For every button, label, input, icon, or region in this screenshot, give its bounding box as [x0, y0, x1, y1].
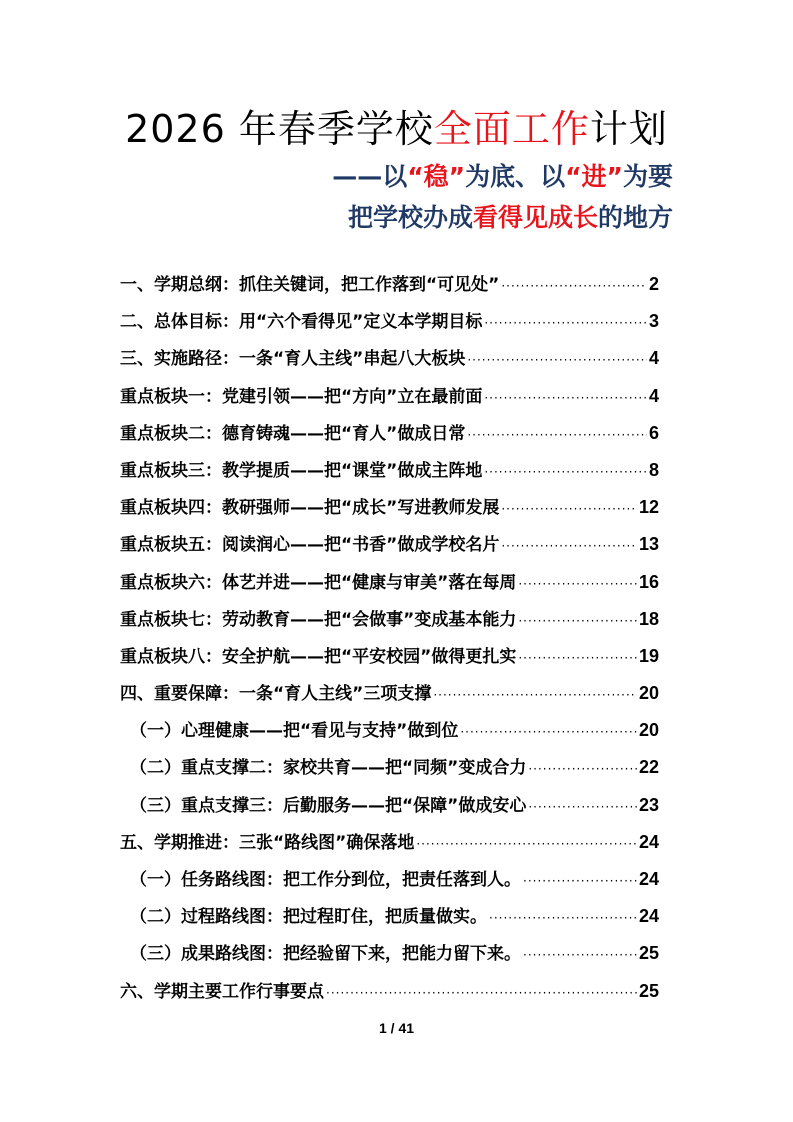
toc-entry-label: （二）重点支撑二：家校共育——把“同频”变成合力 [130, 758, 527, 779]
toc-entry-page-number: 22 [638, 757, 659, 778]
toc-entry-page-number: 24 [638, 831, 659, 852]
subtitle1-highlight-2: “进” [565, 162, 623, 191]
toc-entry[interactable] [120, 939, 659, 976]
subtitle1-text-1: ——以 [332, 162, 408, 191]
subtitle2-highlight: 看得见成长 [472, 203, 598, 232]
toc-entry[interactable] [120, 419, 659, 456]
subtitle2-text-1: 把学校办成 [347, 203, 473, 232]
toc-entry[interactable] [120, 977, 659, 1014]
toc-entry-label: 一、学期总纲：抓住关键词，把工作落到“可见处” [120, 275, 500, 295]
toc-entry-page-number: 20 [638, 683, 659, 704]
toc-entry-page-number: 8 [648, 459, 659, 480]
title-part-3: 计划 [589, 107, 668, 151]
toc-leader-dots [501, 539, 637, 553]
toc-entry-label: （一）心理健康——把“看见与支持”做到位 [130, 721, 459, 742]
toc-entry-label: 重点板块六：体艺并进——把“健康与审美”落在每周 [120, 572, 517, 593]
title-part-1: 2026 年春季学校 [125, 107, 434, 151]
toc-leader-dots [484, 391, 647, 405]
toc-entry-label: （三）成果路线图：把经验留下来，把能力留下来。 [130, 944, 521, 965]
document-title [0, 104, 793, 154]
toc-entry-page-number: 4 [648, 385, 659, 406]
toc-entry[interactable] [120, 828, 659, 865]
toc-entry-page-number: 4 [648, 348, 659, 369]
subtitle1-text-3: 为要 [622, 162, 673, 191]
toc-entry-page-number: 2 [648, 274, 659, 294]
toc-leader-dots [433, 688, 637, 702]
toc-leader-dots [528, 762, 637, 776]
toc-entry-label: 重点板块二：德育铸魂——把“育人”做成日常 [120, 423, 466, 444]
toc-entry[interactable] [120, 530, 659, 567]
toc-leader-dots [518, 577, 637, 591]
toc-entry-label: 重点板块一：党建引领——把“方向”立在最前面 [120, 386, 483, 407]
toc-entry-page-number: 23 [638, 794, 659, 815]
toc-leader-dots [501, 279, 647, 293]
toc-entry[interactable] [120, 642, 659, 679]
toc-entry[interactable] [120, 307, 659, 344]
toc-entry-page-number: 18 [638, 608, 659, 629]
subtitle2-text-2: 的地方 [597, 203, 673, 232]
toc-entry-page-number: 20 [638, 720, 659, 741]
toc-entry-label: （二）过程路线图：把过程盯住，把质量做实。 [130, 907, 487, 928]
toc-entry-page-number: 6 [648, 422, 659, 443]
toc-leader-dots [489, 911, 637, 925]
subtitle1-text-2: 为底、以 [465, 162, 566, 191]
toc-leader-dots [523, 874, 637, 888]
toc-entry[interactable] [120, 679, 659, 716]
toc-entry-label: 三、实施路径：一条“育人主线”串起八大板块 [120, 349, 466, 370]
subtitle1-highlight-1: “稳” [407, 162, 466, 191]
toc-entry-page-number: 12 [638, 497, 659, 518]
toc-entry-page-number: 3 [648, 311, 659, 332]
toc-leader-dots [501, 502, 637, 516]
toc-entry[interactable] [120, 493, 659, 530]
toc-entry-label: 重点板块四：教研强师——把“成长”写进教师发展 [120, 498, 500, 519]
toc-entry[interactable] [120, 382, 659, 419]
toc-entry-label: 四、重要保障：一条“育人主线”三项支撑 [120, 684, 432, 705]
toc-leader-dots [467, 353, 647, 367]
toc-entry[interactable] [120, 568, 659, 605]
toc-entry-page-number: 25 [638, 943, 659, 964]
toc-leader-dots [484, 465, 647, 479]
page-indicator: 1 / 41 [378, 1020, 415, 1036]
toc-entry-label: 重点板块五：阅读润心——把“书香”做成学校名片 [120, 535, 500, 556]
toc-entry-page-number: 24 [638, 869, 659, 889]
toc-entry[interactable] [120, 344, 659, 381]
toc-entry-page-number: 16 [638, 571, 659, 592]
toc-leader-dots [518, 651, 637, 665]
toc-leader-dots [416, 837, 637, 851]
toc-entry-label: 五、学期推进：三张“路线图”确保落地 [120, 832, 415, 853]
title-highlight: 全面工作 [433, 107, 590, 151]
toc-entry-label: 重点板块七：劳动教育——把“会做事”变成基本能力 [120, 609, 517, 630]
toc-entry-page-number: 25 [638, 980, 659, 1001]
toc-leader-dots [326, 986, 637, 1000]
table-of-contents [120, 270, 659, 1014]
toc-entry[interactable] [120, 902, 659, 939]
toc-entry-label: （一）任务路线图：把工作分到位，把责任落到人。 [130, 870, 521, 890]
toc-entry-label: 重点板块三：教学提质——把“课堂”做成主阵地 [120, 460, 483, 481]
toc-leader-dots [484, 316, 647, 330]
toc-entry[interactable] [120, 456, 659, 493]
toc-entry-label: （三）重点支撑三：后勤服务——把“保障”做成安心 [130, 795, 527, 816]
toc-entry-label: 二、总体目标：用“六个看得见”定义本学期目标 [120, 312, 483, 333]
toc-entry-page-number: 19 [638, 645, 659, 666]
toc-entry[interactable] [120, 605, 659, 642]
toc-entry[interactable] [120, 865, 659, 902]
toc-entry-label: 重点板块八：安全护航——把“平安校园”做得更扎实 [120, 646, 517, 667]
toc-entry[interactable] [120, 753, 659, 790]
toc-leader-dots [467, 428, 647, 442]
toc-entry[interactable] [120, 270, 659, 307]
toc-entry-label: 六、学期主要工作行事要点 [120, 981, 324, 1002]
subtitle-line-2 [348, 201, 673, 235]
toc-leader-dots [523, 948, 637, 962]
toc-entry[interactable] [120, 716, 659, 753]
toc-leader-dots [518, 614, 637, 628]
toc-entry-page-number: 24 [638, 906, 659, 927]
toc-entry[interactable] [120, 791, 659, 828]
toc-entry-page-number: 13 [638, 534, 659, 555]
toc-leader-dots [528, 800, 637, 814]
toc-leader-dots [460, 725, 637, 739]
subtitle-line-1 [332, 160, 673, 194]
